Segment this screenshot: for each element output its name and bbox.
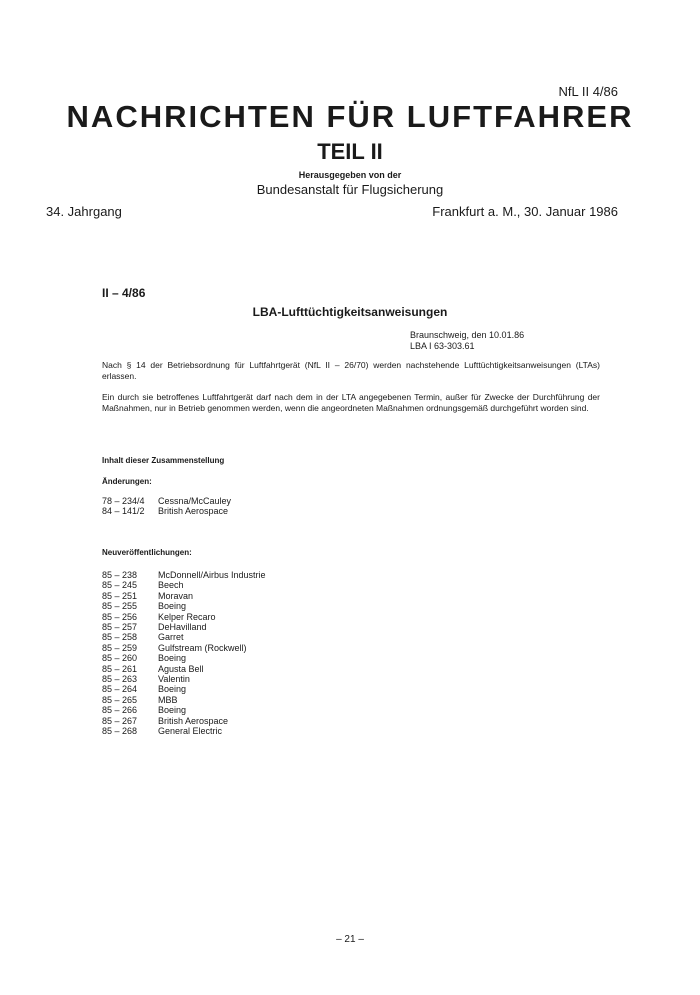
- lta-number: 78 – 234/4: [102, 496, 145, 506]
- list-item: [102, 622, 266, 632]
- manufacturer-name: McDonnell/Airbus Industrie: [158, 570, 266, 580]
- manufacturer-name: Boeing: [158, 653, 187, 664]
- manufacturer-name: Kelper Recaro: [158, 611, 216, 622]
- manufacturer-name: British Aerospace: [158, 715, 229, 726]
- lta-number: 84 – 141/2: [102, 506, 145, 517]
- manufacturer-name: Boeing: [158, 684, 187, 695]
- contents-heading: Inhalt dieser Zusammenstellung: [102, 456, 225, 465]
- manufacturer-name: Agusta Bell: [158, 663, 204, 674]
- place-date: Frankfurt a. M., 30. Januar 1986: [432, 204, 618, 219]
- list-item: [102, 570, 266, 580]
- origin-file-number: LBA I 63-303.61: [410, 341, 475, 351]
- list-item: [102, 664, 266, 674]
- origin-place-date: Braunschweig, den 10.01.86: [410, 330, 525, 340]
- manufacturer-name: Boeing: [158, 601, 187, 612]
- list-item: [102, 653, 266, 663]
- lta-number: 85 – 251: [102, 590, 138, 601]
- manufacturer-name: Moravan: [158, 590, 194, 601]
- list-item: [102, 695, 266, 705]
- manufacturer-name: Gulfstream (Rockwell): [158, 642, 247, 653]
- volume-label: 34. Jahrgang: [46, 204, 122, 219]
- lta-number: 85 – 260: [102, 653, 138, 664]
- list-item: [102, 601, 266, 611]
- manufacturer-name: Boeing: [158, 705, 187, 716]
- list-item: [102, 506, 231, 516]
- manufacturer-name: MBB: [158, 694, 178, 705]
- operation-paragraph: Ein durch sie betroffenes Luftfahrtgerät darf nach dem in der LTA angegebenen Termin, außer für Zwecke der Durchführung der Maßnahmen, nur in Betrieb genommen werden, wenn die angeordneten Maßnahmen ordnungsgemäß durchgeführt worden sind.: [102, 392, 600, 413]
- issue-reference: NfL II 4/86: [558, 84, 618, 99]
- lta-number: 85 – 257: [102, 622, 138, 633]
- publisher-name: Bundesanstalt für Flugsicherung: [256, 182, 444, 197]
- lta-number: 85 – 268: [102, 726, 138, 737]
- notice-reference: II – 4/86: [102, 286, 146, 300]
- changes-heading: Änderungen:: [102, 477, 152, 486]
- list-item: [102, 674, 266, 684]
- list-item: [102, 496, 231, 506]
- manufacturer-name: British Aerospace: [158, 506, 229, 517]
- intro-paragraph: Nach § 14 der Betriebsordnung für Luftfahrtgerät (NfL II – 26/70) werden nachstehende Lufttüchtigkeitsanweisungen (LTAs) erlassen.: [102, 360, 600, 381]
- lta-number: 85 – 256: [102, 611, 138, 622]
- notice-heading: LBA-Lufttüchtigkeitsanweisungen: [252, 305, 448, 319]
- list-item: [102, 705, 266, 715]
- new-publications-list: [102, 570, 266, 737]
- list-item: [102, 726, 266, 736]
- lta-number: 85 – 245: [102, 580, 138, 591]
- lta-number: 85 – 261: [102, 663, 138, 674]
- list-item: [102, 591, 266, 601]
- part-title: TEIL II: [317, 139, 383, 164]
- lta-number: 85 – 265: [102, 694, 138, 705]
- lta-number: 85 – 267: [102, 715, 138, 726]
- publication-title: NACHRICHTEN FÜR LUFTFAHRER: [66, 99, 634, 134]
- lta-number: 85 – 259: [102, 642, 138, 653]
- lta-number: 85 – 263: [102, 674, 138, 685]
- list-item: [102, 684, 266, 694]
- list-item: [102, 580, 266, 590]
- list-item: [102, 643, 266, 653]
- manufacturer-name: Cessna/McCauley: [158, 496, 232, 506]
- list-item: [102, 632, 266, 642]
- page-number: – 21 –: [336, 934, 364, 945]
- manufacturer-name: Beech: [158, 580, 184, 591]
- lta-number: 85 – 255: [102, 601, 138, 612]
- list-item: [102, 612, 266, 622]
- manufacturer-name: General Electric: [158, 726, 223, 737]
- manufacturer-name: DeHavilland: [158, 622, 207, 633]
- manufacturer-name: Valentin: [158, 674, 190, 685]
- lta-number: 85 – 266: [102, 705, 138, 716]
- new-publications-heading: Neuveröffentlichungen:: [102, 548, 192, 557]
- lta-number: 85 – 238: [102, 570, 138, 580]
- manufacturer-name: Garret: [158, 632, 184, 643]
- list-item: [102, 716, 266, 726]
- lta-number: 85 – 264: [102, 684, 138, 695]
- changes-list: [102, 496, 231, 517]
- lta-number: 85 – 258: [102, 632, 138, 643]
- publisher-label: Herausgegeben von der: [298, 170, 402, 180]
